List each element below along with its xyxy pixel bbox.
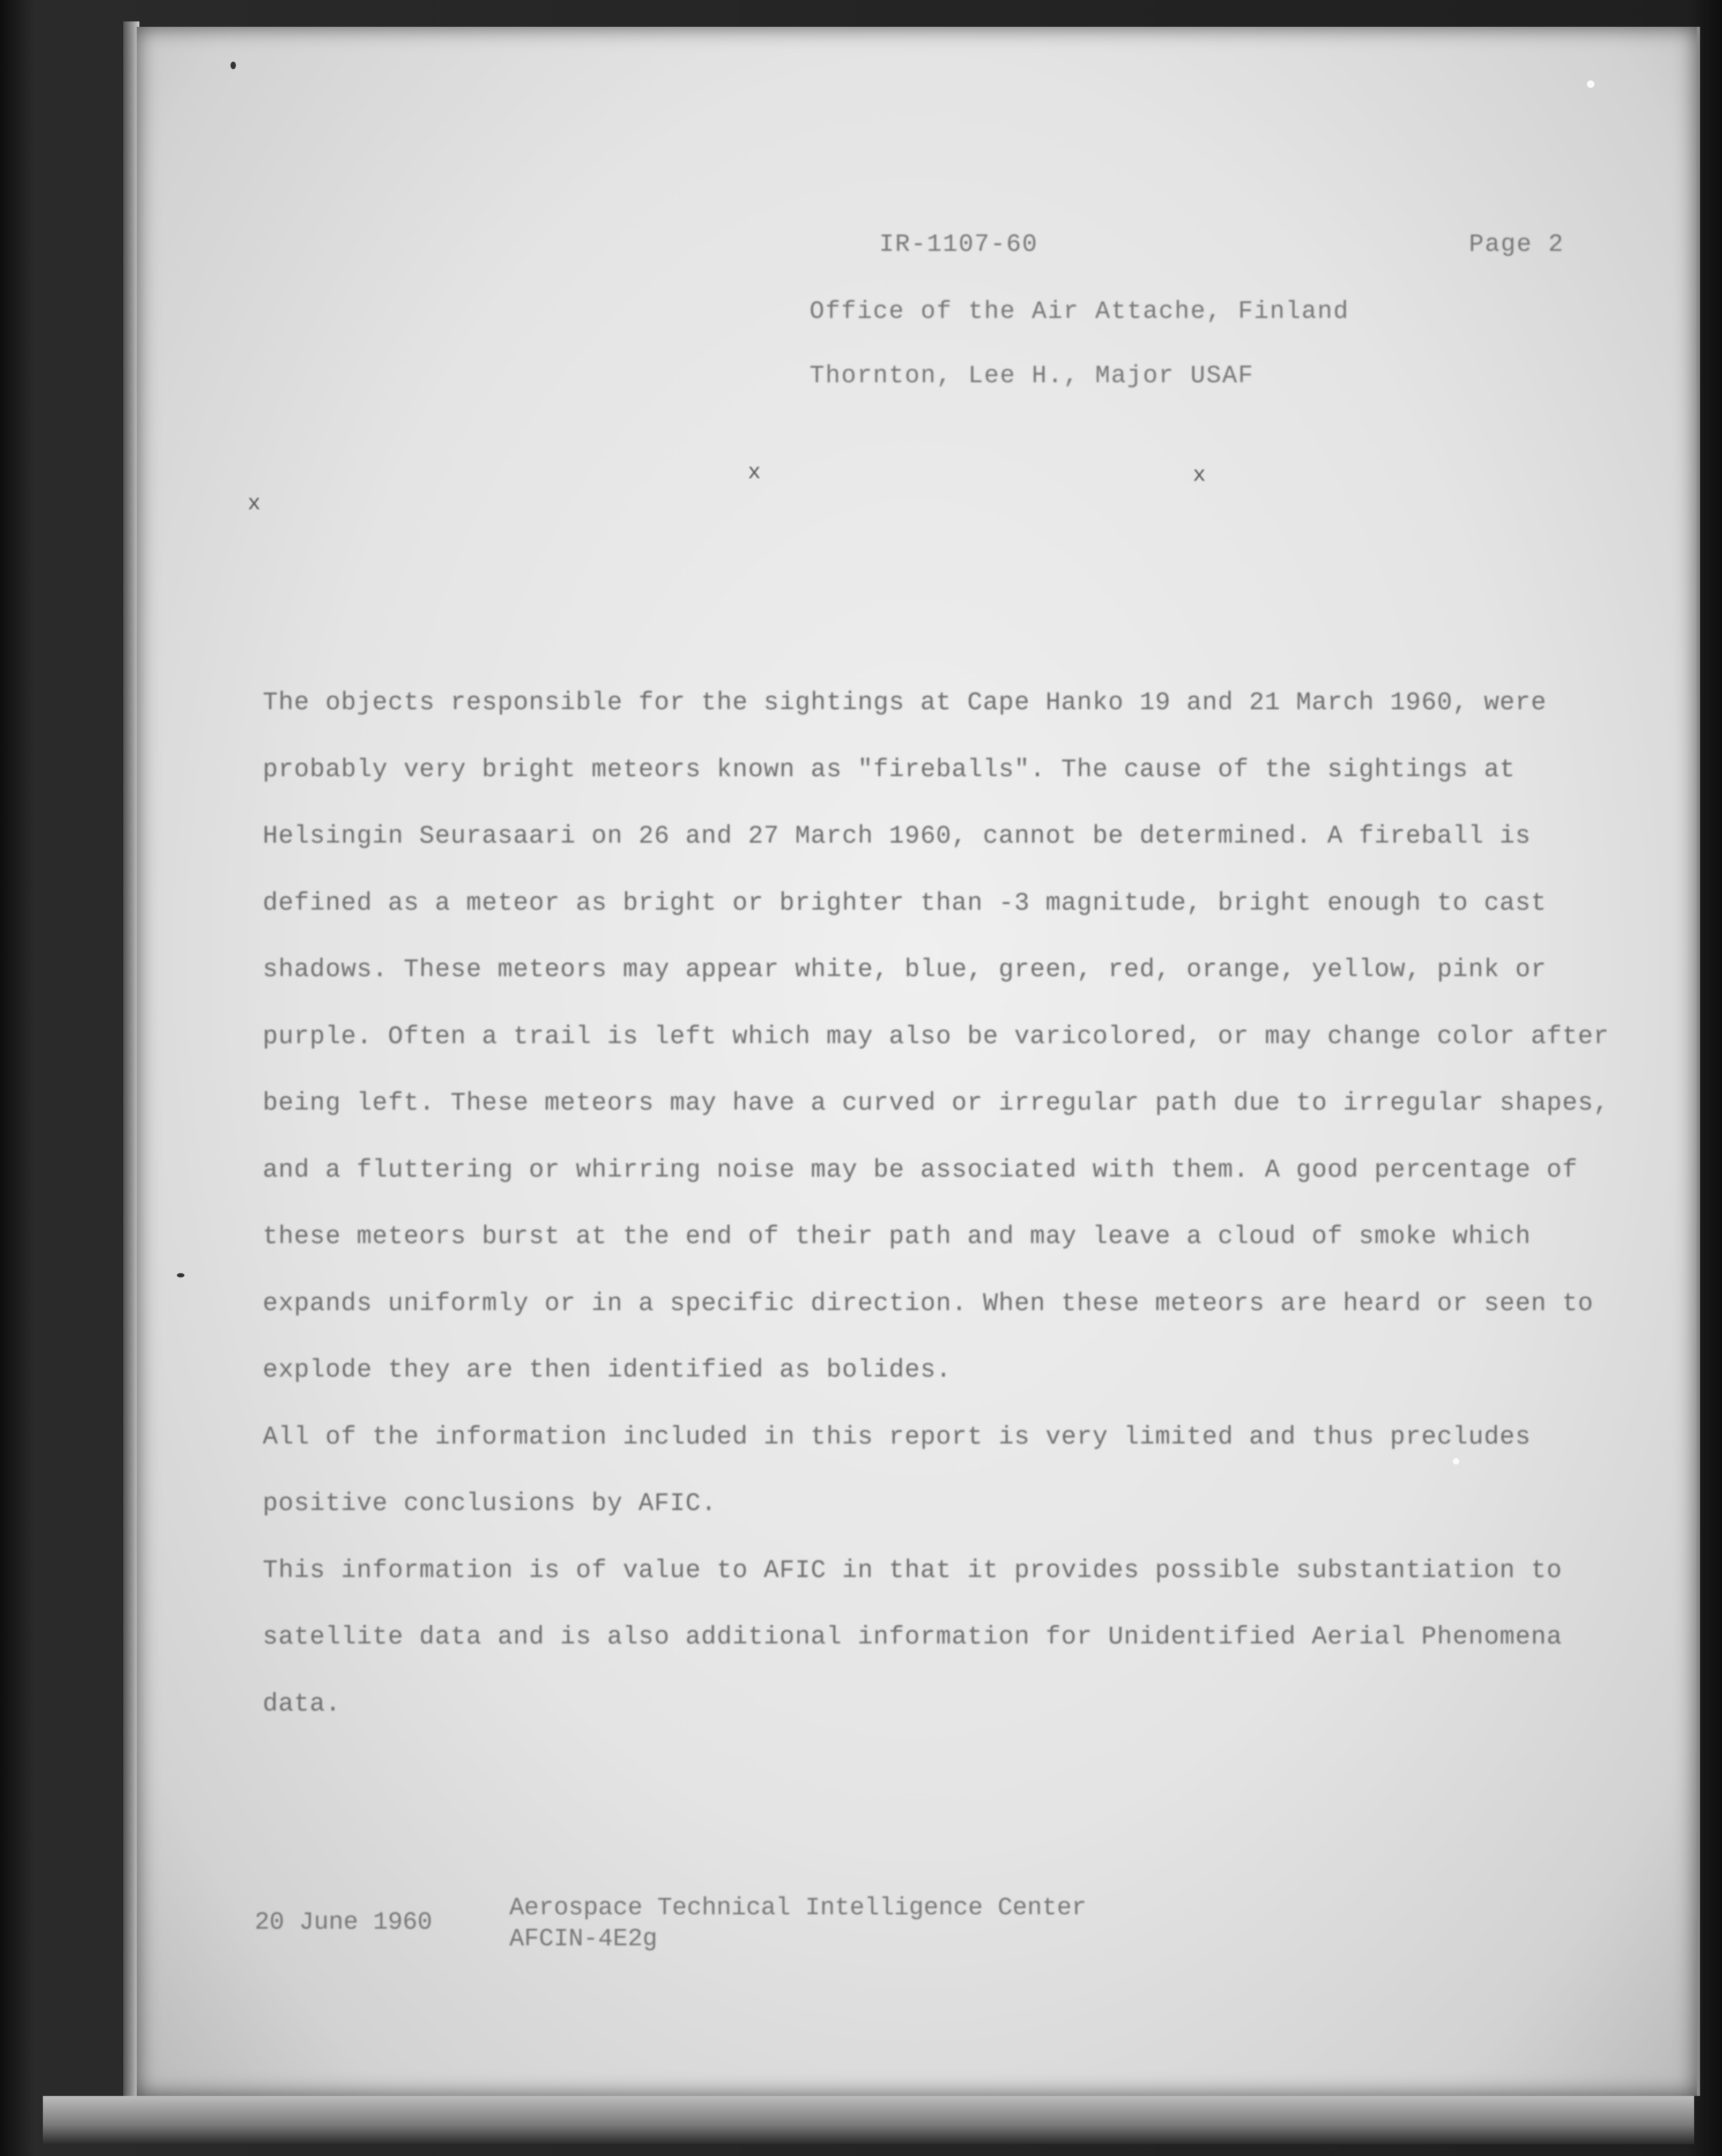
report-body	[263, 670, 1624, 1738]
office-line: Office of the Air Attache, Finland	[810, 298, 1349, 325]
report-number: IR-1107-60	[879, 231, 1038, 258]
scan-speck	[231, 62, 236, 69]
form-marker: x	[1193, 464, 1206, 488]
author-line: Thornton, Lee H., Major USAF	[810, 362, 1254, 390]
body-paragraph: The objects responsible for the sightings at Cape Hanko 19 and 21 March 1960, were probably very bright meteors known as "fireballs". The cause of the sightings at Helsingin Seurasaari on 26 and 27 March 1960, cannot be determined. A fireball is defined as a meteor as bright or brighter than -3 magnitude, bright enough to cast shadows. These meteors may appear white, blue, green, red, orange, yellow, pink or purple. Often a trail is left which may also be varicolored, or may change color after being left. These meteors may have a curved or irregular path due to irregular shapes, and a fluttering or whirring noise may be associated with them. A good percentage of these meteors burst at the end of their path and may leave a cloud of smoke which expands uniformly or in a specific direction. When these meteors are heard or seen to explode they are then identified as bolides.	[263, 689, 1609, 1385]
office-symbol: AFCIN-4E2g	[509, 1925, 658, 1953]
scan-speck	[1587, 80, 1594, 88]
footer-organization	[509, 1892, 1087, 1954]
scan-speck	[177, 1273, 184, 1277]
form-marker: x	[748, 461, 761, 485]
body-paragraph: This information is of value to AFIC in that it provides possible substantiation to satellite data and is also additional information for Unidentified Aerial Phenomena data.	[263, 1556, 1562, 1719]
footer-date: 20 June 1960	[255, 1908, 433, 1936]
organization-name: Aerospace Technical Intelligence Center	[509, 1894, 1087, 1922]
form-marker: x	[248, 492, 261, 516]
body-paragraph: All of the information included in this report is very limited and thus precludes positive conclusions by AFIC.	[263, 1423, 1531, 1518]
page-bottom-edge	[43, 2096, 1694, 2144]
scan-speck	[1453, 1458, 1459, 1464]
page-reference: Page 2	[1469, 231, 1564, 258]
